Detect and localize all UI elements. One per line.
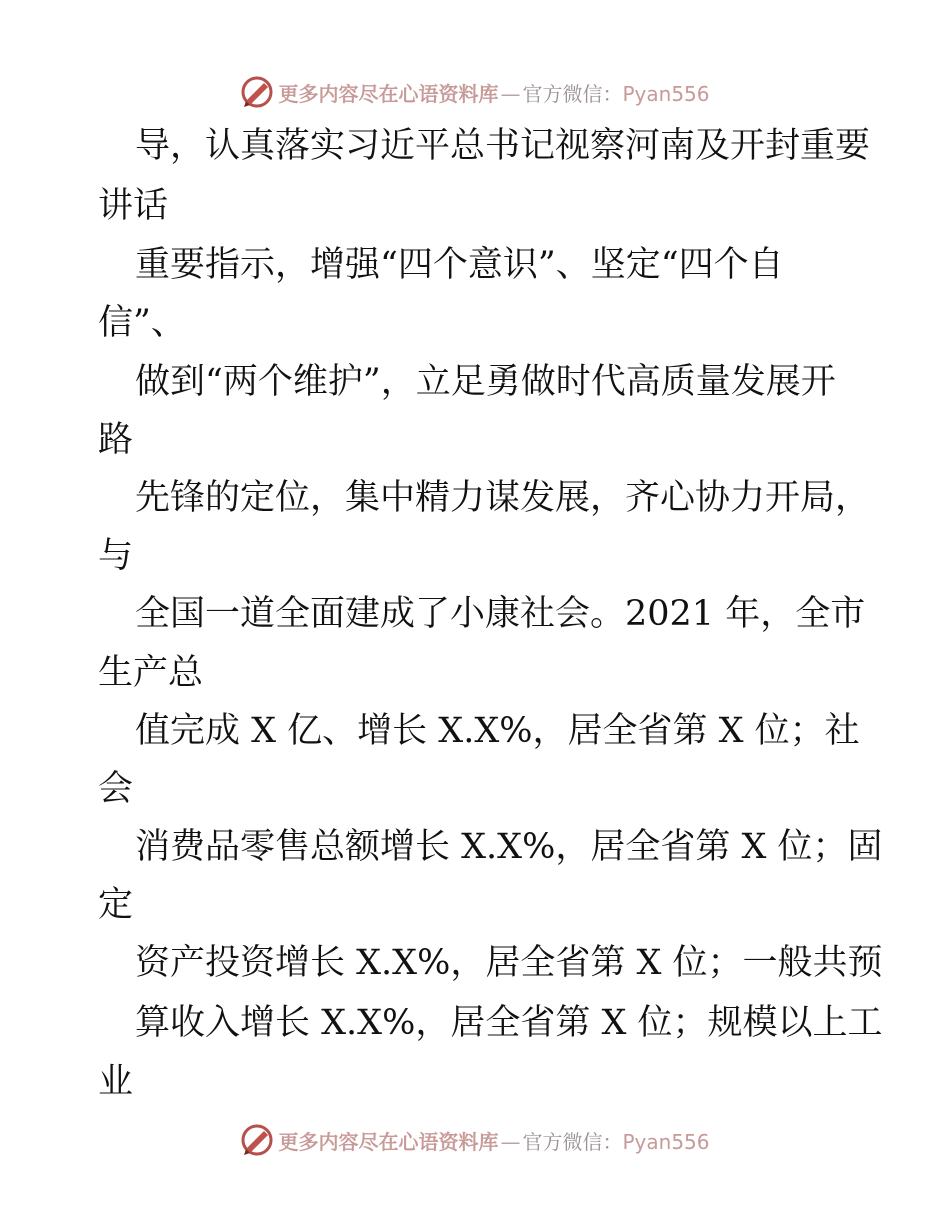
watermark-dash: — bbox=[500, 81, 521, 106]
body-line: 资产投资增长 X.X%，居全省第 X 位；一般共预 bbox=[135, 943, 883, 983]
body-line: 重要指示，增强“四个意识”、坚定“四个自 bbox=[135, 245, 784, 285]
body-line: 业 bbox=[98, 1062, 134, 1102]
watermark-wechat-id: Pyan556 bbox=[622, 81, 710, 106]
body-line: 生产总 bbox=[98, 653, 204, 693]
body-line: 做到“两个维护”，立足勇做时代高质量发展开 bbox=[135, 362, 836, 402]
body-line: 导，认真落实习近平总书记视察河南及开封重要 bbox=[135, 126, 871, 166]
body-line: 与 bbox=[98, 536, 134, 576]
body-line: 消费品零售总额增长 X.X%，居全省第 X 位；固 bbox=[135, 827, 883, 867]
body-line: 先锋的定位，集中精力谋发展，齐心协力开局， bbox=[135, 478, 871, 518]
body-line: 算收入增长 X.X%，居全省第 X 位；规模以上工 bbox=[135, 1003, 883, 1043]
body-line: 全国一道全面建成了小康社会。2021 年，全市 bbox=[135, 594, 866, 634]
body-line: 值完成 X 亿、增长 X.X%，居全省第 X 位；社 bbox=[135, 711, 860, 751]
body-line: 定 bbox=[98, 885, 134, 925]
watermark-sub-text: 官方微信： bbox=[522, 1129, 623, 1154]
watermark-sub-text: 官方微信： bbox=[522, 81, 623, 106]
body-line: 会 bbox=[98, 769, 134, 809]
body-line: 路 bbox=[98, 420, 134, 460]
footer-watermark bbox=[0, 1120, 950, 1160]
watermark-wechat-id: Pyan556 bbox=[622, 1129, 710, 1154]
pen-circle-logo-icon bbox=[240, 1123, 274, 1157]
watermark-main-text: 更多内容尽在心语资料库 bbox=[278, 1129, 499, 1154]
body-line: 信”、 bbox=[98, 303, 186, 343]
watermark-main-text: 更多内容尽在心语资料库 bbox=[278, 81, 499, 106]
header-watermark bbox=[0, 72, 950, 112]
watermark-dash: — bbox=[500, 1129, 521, 1154]
pen-circle-logo-icon bbox=[240, 75, 274, 109]
body-line: 讲话 bbox=[98, 186, 169, 226]
